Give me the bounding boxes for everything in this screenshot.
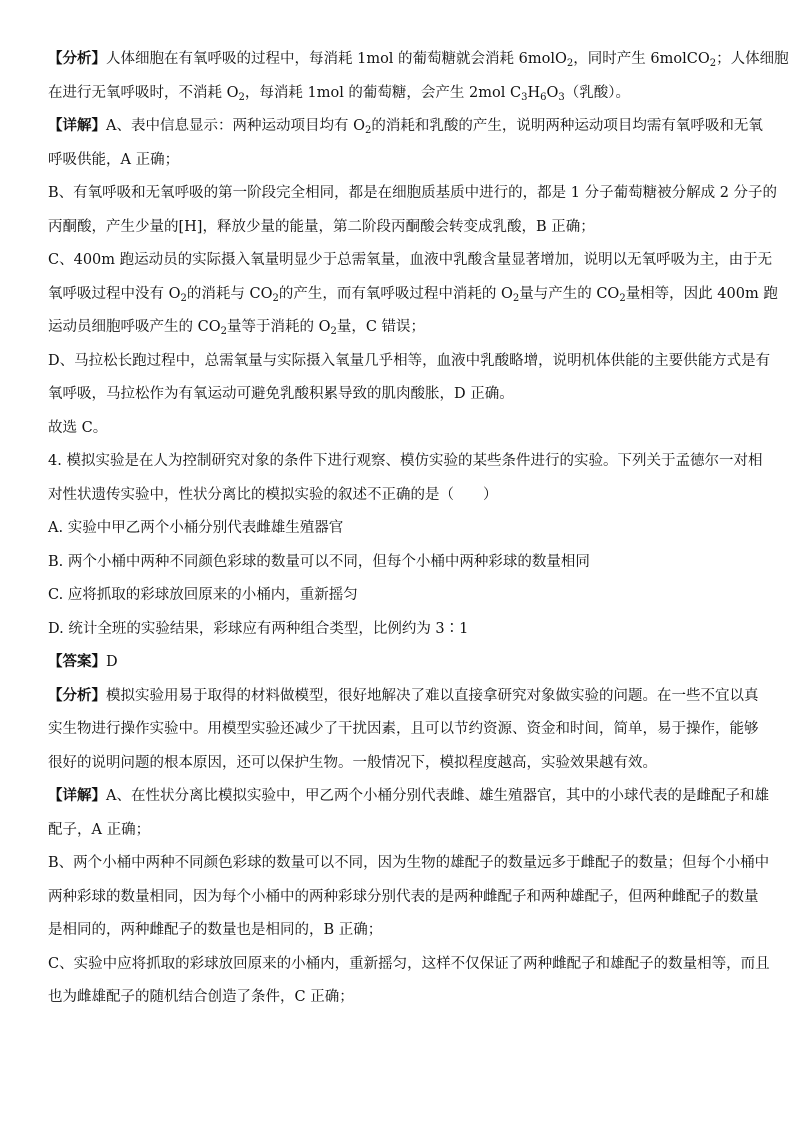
text: 模拟实验用易于取得的材料做模型，很好地解决了难以直接拿研究对象做实验的问题。在一些不宜以真 (106, 687, 759, 704)
analysis-tag: 【分析】 (48, 50, 106, 67)
text: ，同时产生 6molCO (573, 51, 710, 67)
text: O (546, 84, 559, 101)
subscript: 3 (558, 91, 565, 103)
q4-detail-b-line-1: B、两个小桶中两种不同颜色彩球的数量可以不同，因为生物的雄配子的数量远多于雌配子的数量；但每个小桶中 (48, 855, 770, 871)
q3-analysis-line-1 (48, 50, 789, 69)
text: 氧呼吸过程中没有 O (48, 285, 181, 302)
detail-tag: 【详解】 (48, 117, 106, 134)
text: （乳酸）。 (564, 84, 631, 101)
subscript: 2 (709, 58, 717, 69)
q4-option-b: B. 两个小桶中两种不同颜色彩球的数量可以不同，但每个小桶中两种彩球的数量相同 (48, 553, 590, 570)
text: 的消耗与 CO (186, 285, 273, 302)
q4-option-c: C. 应将抓取的彩球放回原来的小桶内，重新摇匀 (48, 587, 358, 603)
text: 量与产生的 CO (519, 285, 620, 302)
q4-option-d: D. 统计全班的实验结果，彩球应有两种组合类型，比例约为 3∶1 (48, 620, 469, 637)
q4-analysis-line-3: 很好的说明问题的根本原因，还可以保护生物。一般情况下，模拟程度越高，实验效果越有效。 (48, 754, 657, 771)
subscript: 2 (238, 91, 245, 103)
subscript: 2 (180, 292, 187, 304)
subscript: 6 (540, 91, 547, 103)
answer-tag: 【答案】 (48, 653, 106, 670)
q4-detail-a-line-2: 配子，A 正确； (48, 821, 151, 838)
text: H (527, 84, 541, 101)
subscript: 2 (512, 292, 520, 304)
q3-analysis-line-2 (48, 84, 748, 102)
text: 的产生，而有氧呼吸过程中消耗的 O (278, 285, 513, 302)
text: 在进行无氧呼吸时，不消耗 O (48, 84, 239, 101)
text: A、在性状分离比模拟实验中，甲乙两个小桶分别代表雌、雄生殖器官，其中的小球代表的是雌配子和雄 (106, 788, 769, 804)
q3-detail-b-line-2: 丙酮酸，产生少量的[H]，释放少量的能量，第二阶段丙酮酸会转变成乳酸，B 正确； (48, 218, 595, 235)
subscript: 2 (272, 292, 279, 304)
q4-detail-a-line-1 (48, 787, 769, 805)
q4-detail-b-line-2: 两种彩球的数量相同，因为每个小桶中的两种彩球分别代表的是两种雌配子和两种雄配子，但两种雌配子的数量 (48, 888, 759, 905)
answer-value: D (106, 654, 118, 670)
q4-analysis-line-1 (48, 686, 759, 705)
text: 运动员细胞呼吸产生的 CO (48, 319, 221, 335)
q4-detail-b-line-3: 是相同的，两种雌配子的数量也是相同的，B 正确； (48, 922, 383, 938)
text: A、表中信息显示：两种运动项目均有 O (106, 118, 365, 134)
q3-detail-b-line-1: B、有氧呼吸和无氧呼吸的第一阶段完全相同，都是在细胞质基质中进行的，都是 1 分子葡萄糖被分解成 2 分子的 (48, 185, 778, 201)
text: ；人体细胞 (716, 51, 789, 67)
subscript: 2 (566, 58, 574, 69)
q4-stem-line-1: 4. 模拟实验是在人为控制研究对象的条件下进行观察、模仿实验的某些条件进行的实验。下列关于孟德尔一对相 (48, 453, 763, 469)
analysis-tag: 【分析】 (48, 686, 106, 704)
subscript: 2 (330, 326, 337, 337)
document-page (48, 50, 789, 1006)
q3-detail-c-line-1: C、400m 跑运动员的实际摄入氧量明显少于总需氧量，血液中乳酸含量显著增加，说明以无氧呼吸为主，由于无 (48, 252, 773, 268)
q3-detail-a-line-2: 呼吸供能，A 正确； (48, 151, 180, 168)
text: 的消耗和乳酸的产生，说明两种运动项目均需有氧呼吸和无氧 (371, 118, 763, 134)
q4-answer (48, 653, 748, 671)
subscript: 2 (364, 125, 372, 136)
q3-detail-c-line-3 (48, 318, 748, 336)
q3-detail-c-line-2 (48, 285, 778, 304)
text: ，每消耗 1mol 的葡萄糖，会产生 2mol C (244, 84, 522, 101)
q3-detail-d-line-2: 氧呼吸，马拉松作为有氧运动可避免乳酸积累导致的肌肉酸胀，D 正确。 (48, 386, 514, 402)
q3-detail-a-line-1 (48, 117, 763, 136)
text: 人体细胞在有氧呼吸的过程中，每消耗 1mol 的葡萄糖就会消耗 6molO (106, 51, 567, 67)
q3-conclusion: 故选 C。 (48, 419, 108, 436)
q4-detail-c-line-2: 也为雌雄配子的随机结合创造了条件，C 正确； (48, 989, 354, 1005)
subscript: 2 (619, 292, 626, 304)
text: 量相等，因此 400m 跑 (625, 285, 778, 302)
subscript: 3 (521, 91, 528, 103)
text: 量等于消耗的 O (226, 319, 331, 335)
q3-detail-d-line-1: D、马拉松长跑过程中，总需氧量与实际摄入氧量几乎相等，血液中乳酸略增，说明机体供能的主要供能方式是有 (48, 352, 771, 369)
q4-analysis-line-2: 实生物进行操作实验中。用模型实验还减少了干扰因素，且可以节约资源、资金和时间，简单，易于操作，能够 (48, 721, 759, 737)
q4-option-a: A. 实验中甲乙两个小桶分别代表雌雄生殖器官 (48, 520, 344, 536)
q4-detail-c-line-1: C、实验中应将抓取的彩球放回原来的小桶内，重新摇匀，这样不仅保证了两种雌配子和雄配子的数量相等，而且 (48, 955, 770, 972)
detail-tag: 【详解】 (48, 787, 106, 804)
subscript: 2 (220, 326, 227, 337)
q4-stem-line-2: 对性状遗传实验中，性状分离比的模拟实验的叙述不正确的是（ ） (48, 486, 498, 503)
text: 量，C 错误； (336, 319, 426, 335)
